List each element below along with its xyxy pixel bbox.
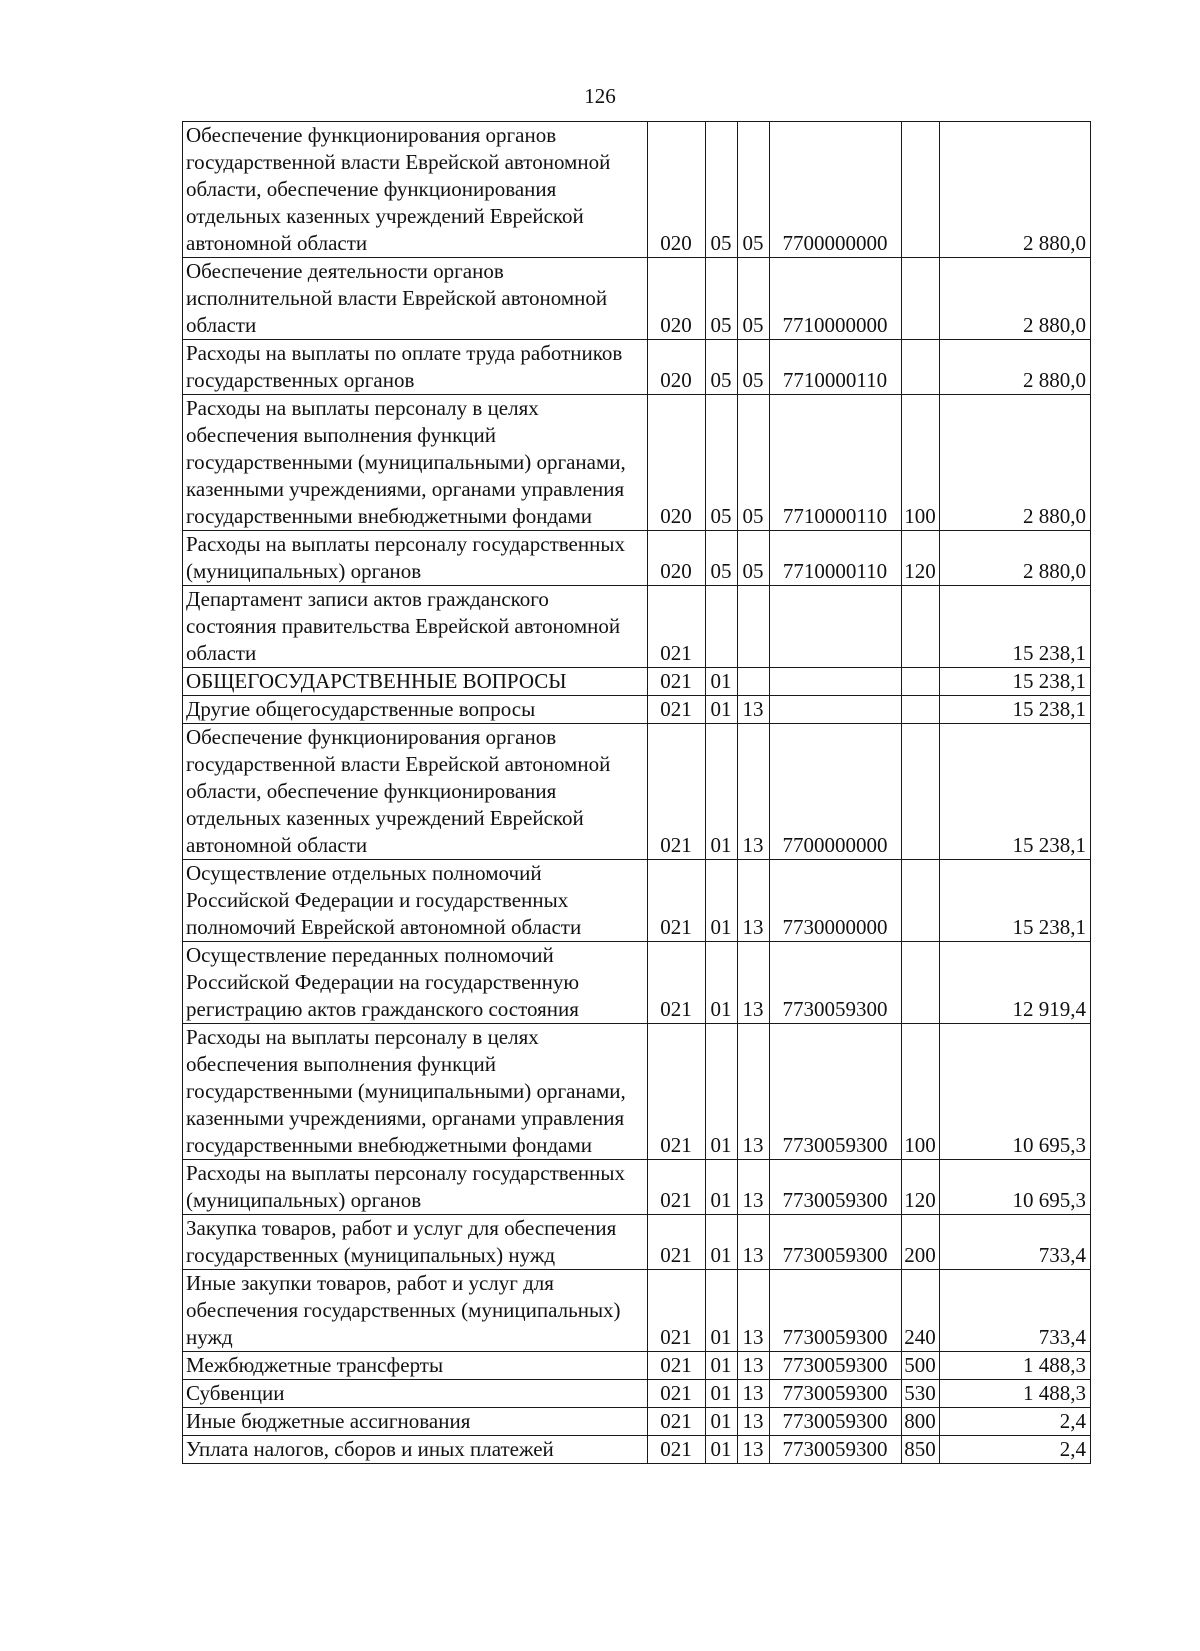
row-rz-cell: 01 bbox=[706, 1380, 738, 1408]
row-amount-cell: 733,4 bbox=[940, 1270, 1091, 1352]
row-vr-cell: 100 bbox=[902, 395, 940, 531]
row-ved-cell: 021 bbox=[648, 1024, 706, 1160]
row-rz-cell: 01 bbox=[706, 1270, 738, 1352]
row-ved-cell: 020 bbox=[648, 395, 706, 531]
row-csr-cell: 7730059300 bbox=[770, 942, 902, 1024]
row-ved-cell: 020 bbox=[648, 122, 706, 258]
row-name-cell: Уплата налогов, сборов и иных платежей bbox=[183, 1436, 648, 1464]
row-ved-cell: 021 bbox=[648, 586, 706, 668]
row-csr-cell bbox=[770, 668, 902, 696]
row-vr-cell: 120 bbox=[902, 1160, 940, 1215]
row-ved-cell: 020 bbox=[648, 340, 706, 395]
row-vr-cell bbox=[902, 860, 940, 942]
row-vr-cell bbox=[902, 258, 940, 340]
row-amount-cell: 2,4 bbox=[940, 1408, 1091, 1436]
row-csr-cell: 7730059300 bbox=[770, 1270, 902, 1352]
row-rz-cell: 05 bbox=[706, 122, 738, 258]
row-pr-cell bbox=[738, 668, 770, 696]
table-row bbox=[183, 1352, 1091, 1380]
budget-table-body bbox=[183, 122, 1091, 1464]
row-vr-cell bbox=[902, 724, 940, 860]
budget-table bbox=[182, 121, 1091, 1464]
table-row bbox=[183, 942, 1091, 1024]
table-row bbox=[183, 668, 1091, 696]
row-vr-cell: 850 bbox=[902, 1436, 940, 1464]
row-pr-cell: 13 bbox=[738, 1160, 770, 1215]
row-name-cell: Обеспечение деятельности органов исполнительной власти Еврейской автономной области bbox=[183, 258, 648, 340]
row-rz-cell: 01 bbox=[706, 668, 738, 696]
row-rz-cell: 01 bbox=[706, 696, 738, 724]
row-csr-cell: 7700000000 bbox=[770, 724, 902, 860]
row-ved-cell: 021 bbox=[648, 1436, 706, 1464]
row-amount-cell: 15 238,1 bbox=[940, 724, 1091, 860]
row-name-cell: Межбюджетные трансферты bbox=[183, 1352, 648, 1380]
row-vr-cell bbox=[902, 696, 940, 724]
row-pr-cell: 05 bbox=[738, 395, 770, 531]
table-row bbox=[183, 860, 1091, 942]
row-vr-cell: 240 bbox=[902, 1270, 940, 1352]
row-csr-cell: 7710000000 bbox=[770, 258, 902, 340]
row-rz-cell: 01 bbox=[706, 1160, 738, 1215]
row-ved-cell: 021 bbox=[648, 696, 706, 724]
row-ved-cell: 021 bbox=[648, 942, 706, 1024]
row-csr-cell: 7700000000 bbox=[770, 122, 902, 258]
row-rz-cell: 01 bbox=[706, 1436, 738, 1464]
row-pr-cell: 13 bbox=[738, 1352, 770, 1380]
row-vr-cell bbox=[902, 122, 940, 258]
table-row bbox=[183, 1024, 1091, 1160]
row-pr-cell: 05 bbox=[738, 340, 770, 395]
row-name-cell: Осуществление переданных полномочий Российской Федерации на государственную регистрацию актов гражданского состояния bbox=[183, 942, 648, 1024]
row-amount-cell: 2 880,0 bbox=[940, 122, 1091, 258]
row-pr-cell: 13 bbox=[738, 696, 770, 724]
row-name-cell: Закупка товаров, работ и услуг для обеспечения государственных (муниципальных) нужд bbox=[183, 1215, 648, 1270]
row-amount-cell: 1 488,3 bbox=[940, 1352, 1091, 1380]
row-pr-cell: 13 bbox=[738, 942, 770, 1024]
row-vr-cell bbox=[902, 942, 940, 1024]
row-amount-cell: 2 880,0 bbox=[940, 395, 1091, 531]
row-pr-cell: 13 bbox=[738, 724, 770, 860]
row-name-cell: Расходы на выплаты персоналу в целях обеспечения выполнения функций государственными (муниципальными) органами, казенными учреждениями, органами управления государственными внебюджетными фондами bbox=[183, 1024, 648, 1160]
row-name-cell: ОБЩЕГОСУДАРСТВЕННЫЕ ВОПРОСЫ bbox=[183, 668, 648, 696]
row-csr-cell: 7730059300 bbox=[770, 1024, 902, 1160]
row-name-cell: Иные закупки товаров, работ и услуг для обеспечения государственных (муниципальных) нужд bbox=[183, 1270, 648, 1352]
row-pr-cell bbox=[738, 586, 770, 668]
row-vr-cell: 120 bbox=[902, 531, 940, 586]
row-amount-cell: 15 238,1 bbox=[940, 668, 1091, 696]
table-row bbox=[183, 1436, 1091, 1464]
row-rz-cell: 01 bbox=[706, 1352, 738, 1380]
table-row bbox=[183, 340, 1091, 395]
row-csr-cell: 7710000110 bbox=[770, 395, 902, 531]
table-row bbox=[183, 258, 1091, 340]
row-rz-cell: 05 bbox=[706, 340, 738, 395]
row-name-cell: Обеспечение функционирования органов государственной власти Еврейской автономной области, обеспечение функционирования отдельных казенных учреждений Еврейской автономной области bbox=[183, 724, 648, 860]
row-pr-cell: 13 bbox=[738, 1270, 770, 1352]
row-amount-cell: 2 880,0 bbox=[940, 531, 1091, 586]
table-row bbox=[183, 1270, 1091, 1352]
row-pr-cell: 05 bbox=[738, 122, 770, 258]
row-amount-cell: 15 238,1 bbox=[940, 860, 1091, 942]
row-vr-cell: 200 bbox=[902, 1215, 940, 1270]
row-ved-cell: 020 bbox=[648, 258, 706, 340]
row-ved-cell: 021 bbox=[648, 860, 706, 942]
table-row bbox=[183, 696, 1091, 724]
table-row bbox=[183, 395, 1091, 531]
row-name-cell: Расходы на выплаты персоналу государственных (муниципальных) органов bbox=[183, 1160, 648, 1215]
row-name-cell: Иные бюджетные ассигнования bbox=[183, 1408, 648, 1436]
row-amount-cell: 2 880,0 bbox=[940, 340, 1091, 395]
row-csr-cell: 7730059300 bbox=[770, 1352, 902, 1380]
row-vr-cell: 530 bbox=[902, 1380, 940, 1408]
row-csr-cell: 7710000110 bbox=[770, 340, 902, 395]
row-vr-cell bbox=[902, 668, 940, 696]
row-rz-cell: 01 bbox=[706, 724, 738, 860]
row-pr-cell: 05 bbox=[738, 258, 770, 340]
row-csr-cell: 7730059300 bbox=[770, 1215, 902, 1270]
row-ved-cell: 021 bbox=[648, 1352, 706, 1380]
row-amount-cell: 15 238,1 bbox=[940, 696, 1091, 724]
table-row bbox=[183, 122, 1091, 258]
row-amount-cell: 2,4 bbox=[940, 1436, 1091, 1464]
row-name-cell: Субвенции bbox=[183, 1380, 648, 1408]
page-number: 126 bbox=[584, 84, 616, 108]
row-name-cell: Расходы на выплаты по оплате труда работников государственных органов bbox=[183, 340, 648, 395]
row-csr-cell: 7730000000 bbox=[770, 860, 902, 942]
table-row bbox=[183, 1215, 1091, 1270]
table-row bbox=[183, 1160, 1091, 1215]
row-rz-cell: 05 bbox=[706, 258, 738, 340]
table-row bbox=[183, 1380, 1091, 1408]
row-ved-cell: 021 bbox=[648, 1270, 706, 1352]
row-name-cell: Расходы на выплаты персоналу государственных (муниципальных) органов bbox=[183, 531, 648, 586]
row-amount-cell: 10 695,3 bbox=[940, 1160, 1091, 1215]
row-pr-cell: 13 bbox=[738, 1408, 770, 1436]
row-rz-cell: 01 bbox=[706, 860, 738, 942]
row-ved-cell: 020 bbox=[648, 531, 706, 586]
row-vr-cell bbox=[902, 586, 940, 668]
row-name-cell: Обеспечение функционирования органов государственной власти Еврейской автономной области, обеспечение функционирования отдельных казенных учреждений Еврейской автономной области bbox=[183, 122, 648, 258]
row-csr-cell: 7730059300 bbox=[770, 1160, 902, 1215]
row-pr-cell: 13 bbox=[738, 860, 770, 942]
table-row bbox=[183, 724, 1091, 860]
row-ved-cell: 021 bbox=[648, 724, 706, 860]
row-rz-cell: 05 bbox=[706, 395, 738, 531]
row-name-cell: Департамент записи актов гражданского состояния правительства Еврейской автономной области bbox=[183, 586, 648, 668]
row-ved-cell: 021 bbox=[648, 668, 706, 696]
row-pr-cell: 13 bbox=[738, 1215, 770, 1270]
row-amount-cell: 733,4 bbox=[940, 1215, 1091, 1270]
row-vr-cell: 100 bbox=[902, 1024, 940, 1160]
row-name-cell: Другие общегосударственные вопросы bbox=[183, 696, 648, 724]
row-csr-cell bbox=[770, 586, 902, 668]
table-row bbox=[183, 531, 1091, 586]
row-csr-cell: 7710000110 bbox=[770, 531, 902, 586]
row-csr-cell bbox=[770, 696, 902, 724]
row-pr-cell: 13 bbox=[738, 1024, 770, 1160]
row-rz-cell: 01 bbox=[706, 942, 738, 1024]
table-row bbox=[183, 586, 1091, 668]
row-ved-cell: 021 bbox=[648, 1380, 706, 1408]
row-rz-cell: 01 bbox=[706, 1215, 738, 1270]
row-pr-cell: 13 bbox=[738, 1436, 770, 1464]
row-amount-cell: 15 238,1 bbox=[940, 586, 1091, 668]
row-rz-cell: 01 bbox=[706, 1024, 738, 1160]
row-ved-cell: 021 bbox=[648, 1215, 706, 1270]
row-amount-cell: 2 880,0 bbox=[940, 258, 1091, 340]
row-csr-cell: 7730059300 bbox=[770, 1436, 902, 1464]
row-vr-cell: 500 bbox=[902, 1352, 940, 1380]
row-csr-cell: 7730059300 bbox=[770, 1380, 902, 1408]
row-csr-cell: 7730059300 bbox=[770, 1408, 902, 1436]
row-pr-cell: 13 bbox=[738, 1380, 770, 1408]
row-pr-cell: 05 bbox=[738, 531, 770, 586]
row-amount-cell: 12 919,4 bbox=[940, 942, 1091, 1024]
row-name-cell: Расходы на выплаты персоналу в целях обеспечения выполнения функций государственными (муниципальными) органами, казенными учреждениями, органами управления государственными внебюджетными фондами bbox=[183, 395, 648, 531]
row-rz-cell: 01 bbox=[706, 1408, 738, 1436]
row-vr-cell: 800 bbox=[902, 1408, 940, 1436]
row-ved-cell: 021 bbox=[648, 1408, 706, 1436]
row-name-cell: Осуществление отдельных полномочий Российской Федерации и государственных полномочий Еврейской автономной области bbox=[183, 860, 648, 942]
row-rz-cell bbox=[706, 586, 738, 668]
row-ved-cell: 021 bbox=[648, 1160, 706, 1215]
row-vr-cell bbox=[902, 340, 940, 395]
row-rz-cell: 05 bbox=[706, 531, 738, 586]
row-amount-cell: 10 695,3 bbox=[940, 1024, 1091, 1160]
row-amount-cell: 1 488,3 bbox=[940, 1380, 1091, 1408]
table-row bbox=[183, 1408, 1091, 1436]
